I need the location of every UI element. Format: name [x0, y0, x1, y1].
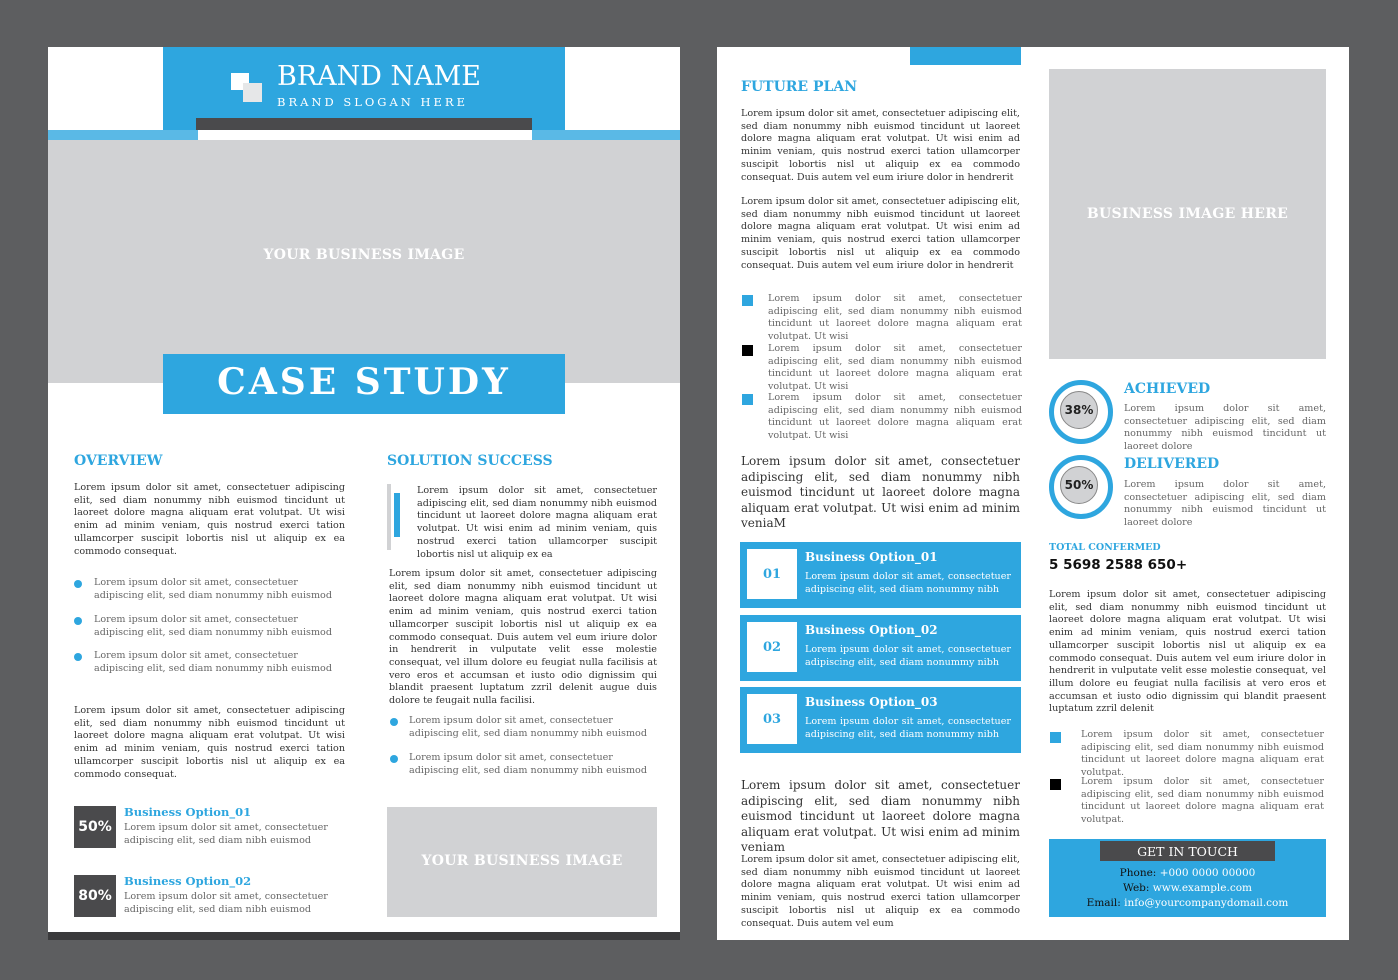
quote-bar — [387, 484, 391, 550]
brand-slogan: BRAND SLOGAN HERE — [277, 95, 468, 109]
right-page — [717, 47, 1349, 940]
lead-paragraph-2: Lorem ipsum dolor sit amet, consectetuer adipiscing elit, sed diam nonummy nibh euismod tincidunt ut laoreet dolore magna aliquam erat volutpat. Ut wisi enim ad minim veniam — [741, 778, 1020, 855]
top-accent-tab — [910, 47, 1021, 65]
contact-heading: GET IN TOUCH — [1137, 844, 1238, 859]
delivered-percent: 50% — [1060, 466, 1098, 504]
business-option-card — [740, 542, 1021, 608]
option-number: 02 — [747, 622, 797, 672]
business-image-placeholder — [1049, 69, 1326, 359]
paragraph-4: Lorem ipsum dolor sit amet, consectetuer adipiscing elit, sed diam nonummy nibh euismod tincidunt ut laoreet dolore magna aliquam erat volutpat. Ut wisi enim ad minim veniam, quis nostrud exerci tation ullamcorper suscipit lobortis nisl ut aliquip ex ea commodo consequat. Duis autem vel eum iriure dolor in hendrerit in vulputate velit esse molestie consequat, vel illum dolore eu feugiat nulla facilisis at vero eros et accumsan et iusto odio dignissim qui blandit praesent luptatum zzril delenit — [1049, 589, 1326, 715]
bullet-square — [742, 394, 753, 405]
web-label: Web: — [1123, 882, 1150, 894]
achieved-progress-ring — [1049, 380, 1113, 444]
bullet-dot — [74, 617, 82, 625]
option-number: 01 — [747, 549, 797, 599]
email-link[interactable]: info@yourcompanydomail.com — [1124, 897, 1289, 909]
option-percent-badge: 80% — [74, 875, 116, 917]
hero-image-label: YOUR BUSINESS IMAGE — [263, 247, 465, 263]
brand-name: BRAND NAME — [277, 61, 482, 92]
delivered-heading: DELIVERED — [1124, 456, 1220, 472]
solution-quote: Lorem ipsum dolor sit amet, consectetuer adipiscing elit, sed diam nonummy nibh euismod tincidunt ut laoreet dolore magna aliquam erat volutpat. Ut wisi enim ad minim veniam, quis nostrud exerci tation ullamcorper suscipit lobortis nisl ut aliquip ex ea — [417, 485, 657, 560]
bullet-square — [742, 295, 753, 306]
solution-image-label: YOUR BUSINESS IMAGE — [421, 853, 623, 869]
bottom-dark-bar — [48, 932, 680, 940]
phone-value[interactable]: +000 0000 00000 — [1159, 867, 1256, 879]
solution-paragraph: Lorem ipsum dolor sit amet, consectetuer adipiscing elit, sed diam nonummy nibh euismod tincidunt ut laoreet dolore magna aliquam erat volutpat. Ut wisi enim ad minim veniam, quis nostrud exerci tation ullamcorper suscipit lobortis nisl ut aliquip ex ea commodo consequat. Duis autem vel eum iriure dolor in hendrerit in vulputate velit esse molestie consequat, vel illum dolore eu feugiat nulla facilisis at vero eros et accumsan et iusto odio dignissim qui blandit praesent luptatum zzril delenit augue duis dolore te feugait nulla facilisi. — [389, 568, 657, 707]
total-value: 5 5698 2588 650+ — [1049, 557, 1188, 573]
hero-image-placeholder — [48, 140, 680, 383]
paragraph-3: Lorem ipsum dolor sit amet, consectetuer adipiscing elit, sed diam nonummy nibh euismod tincidunt ut laoreet dolore magna aliquam erat volutpat. Ut wisi enim ad minim veniam, quis nostrud exerci tation ullamcorper suscipit lobortis nisl ut aliquip ex ea commodo consequat. Duis autem vel eum — [741, 854, 1020, 929]
overview-bullet-1: Lorem ipsum dolor sit amet, consectetuer adipiscing elit, sed diam nonummy nibh euismod — [94, 577, 332, 601]
option-text: Lorem ipsum dolor sit amet, consectetuer adipiscing elit, sed diam nonummy nibh — [805, 644, 1011, 668]
top-accent-strip-left — [48, 130, 198, 140]
future-plan-heading: FUTURE PLAN — [741, 79, 857, 95]
right-bullet-2: Lorem ipsum dolor sit amet, consectetuer adipiscing elit, sed diam nonummy nibh euismod tincidunt ut laoreet dolore magna aliquam erat volutpat. — [1081, 776, 1324, 826]
title-banner — [163, 354, 565, 414]
left-page — [48, 47, 680, 940]
option-title: Business Option_02 — [805, 623, 938, 637]
future-plan-bullet-1: Lorem ipsum dolor sit amet, consectetuer adipiscing elit, sed diam nonummy nibh euismod tincidunt ut laoreet dolore magna aliquam erat volutpat. Ut wisi — [768, 293, 1022, 343]
solution-bullet-1: Lorem ipsum dolor sit amet, consectetuer adipiscing elit, sed diam nonummy nibh euismod — [409, 715, 647, 739]
option-percent-badge: 50% — [74, 806, 116, 848]
business-option-card — [740, 687, 1021, 753]
bullet-square — [1050, 732, 1061, 743]
top-accent-strip-right — [532, 130, 680, 140]
right-bullet-1: Lorem ipsum dolor sit amet, consectetuer adipiscing elit, sed diam nonummy nibh euismod tincidunt ut laoreet dolore magna aliquam erat volutpat. — [1081, 729, 1324, 779]
option-title: Business Option_02 — [124, 874, 252, 888]
solution-image-placeholder — [387, 807, 657, 917]
solution-heading: SOLUTION SUCCESS — [387, 453, 553, 469]
contact-phone-row — [1049, 867, 1326, 879]
page-title: CASE STUDY — [217, 361, 511, 403]
logo-icon — [231, 73, 263, 103]
contact-heading-bar — [1100, 841, 1275, 861]
achieved-percent: 38% — [1060, 391, 1098, 429]
option-title: Business Option_01 — [124, 805, 252, 819]
option-text: Lorem ipsum dolor sit amet, consectetuer adipiscing elit, sed diam nonummy nibh — [805, 571, 1011, 595]
business-option-card — [740, 615, 1021, 681]
bullet-square — [1050, 779, 1061, 790]
future-plan-bullet-3: Lorem ipsum dolor sit amet, consectetuer adipiscing elit, sed diam nonummy nibh euismod tincidunt ut laoreet dolore magna aliquam erat volutpat. Ut wisi — [768, 392, 1022, 442]
option-title: Business Option_03 — [805, 695, 938, 709]
bullet-dot — [74, 653, 82, 661]
achieved-heading: ACHIEVED — [1124, 381, 1211, 397]
bullet-square — [742, 345, 753, 356]
contact-box — [1049, 839, 1326, 917]
bullet-dot — [74, 580, 82, 588]
option-text: Lorem ipsum dolor sit amet, consectetuer adipiscing elit, sed diam nibh euismod — [124, 822, 328, 846]
achieved-text: Lorem ipsum dolor sit amet, consectetuer adipiscing elit, sed diam nonummy nibh euismod tincidunt ut laoreet dolore — [1124, 403, 1326, 453]
future-plan-lead: Lorem ipsum dolor sit amet, consectetuer adipiscing elit, sed diam nonummy nibh euismod tincidunt ut laoreet dolore magna aliquam erat volutpat. Ut wisi enim ad minim veniaM — [741, 454, 1020, 531]
total-label: TOTAL CONFERMED — [1049, 542, 1161, 553]
quote-bar-accent — [394, 493, 400, 537]
overview-heading: OVERVIEW — [74, 453, 163, 469]
overview-paragraph: Lorem ipsum dolor sit amet, consectetuer adipiscing elit, sed diam nonummy nibh euismod tincidunt ut laoreet dolore magna aliquam erat volutpat. Ut wisi enim ad minim veniam, quis nostrud exerci tation ullamcorper suscipit lobortis nisl ut aliquip ex ea commodo consequat. — [74, 482, 345, 557]
header-dark-bar — [196, 118, 532, 130]
option-title: Business Option_01 — [805, 550, 938, 564]
contact-web-row — [1049, 882, 1326, 894]
future-plan-bullet-2: Lorem ipsum dolor sit amet, consectetuer adipiscing elit, sed diam nonummy nibh euismod tincidunt ut laoreet dolore magna aliquam erat volutpat. Ut wisi — [768, 343, 1022, 393]
future-plan-paragraph-2: Lorem ipsum dolor sit amet, consectetuer adipiscing elit, sed diam nonummy nibh euismod tincidunt ut laoreet dolore magna aliquam erat volutpat. Ut wisi enim ad minim veniam, quis nostrud exerci tation ullamcorper suscipit lobortis nisl ut aliquip ex ea commodo consequat. Duis autem vel eum iriure dolor in hendrerit — [741, 196, 1020, 271]
delivered-progress-ring — [1049, 455, 1113, 519]
web-link[interactable]: www.example.com — [1152, 882, 1252, 894]
bullet-dot — [390, 718, 398, 726]
option-number: 03 — [747, 694, 797, 744]
option-text: Lorem ipsum dolor sit amet, consectetuer adipiscing elit, sed diam nonummy nibh — [805, 716, 1011, 740]
solution-bullet-2: Lorem ipsum dolor sit amet, consectetuer adipiscing elit, sed diam nonummy nibh euismod — [409, 752, 647, 776]
phone-label: Phone: — [1119, 867, 1157, 879]
bullet-dot — [390, 755, 398, 763]
overview-bullet-2: Lorem ipsum dolor sit amet, consectetuer adipiscing elit, sed diam nonummy nibh euismod — [94, 614, 332, 638]
delivered-text: Lorem ipsum dolor sit amet, consectetuer adipiscing elit, sed diam nonummy nibh euismod tincidunt ut laoreet dolore — [1124, 479, 1326, 529]
future-plan-paragraph-1: Lorem ipsum dolor sit amet, consectetuer adipiscing elit, sed diam nonummy nibh euismod tincidunt ut laoreet dolore magna aliquam erat volutpat. Ut wisi enim ad minim veniam, quis nostrud exerci tation ullamcorper suscipit lobortis nisl ut aliquip ex ea commodo consequat. Duis autem vel eum iriure dolor in hendrerit — [741, 108, 1020, 183]
option-text: Lorem ipsum dolor sit amet, consectetuer adipiscing elit, sed diam nibh euismod — [124, 891, 328, 915]
contact-email-row — [1049, 897, 1326, 909]
email-label: Email: — [1086, 897, 1121, 909]
business-image-label: BUSINESS IMAGE HERE — [1086, 206, 1289, 222]
overview-paragraph-2: Lorem ipsum dolor sit amet, consectetuer adipiscing elit, sed diam nonummy nibh euismod tincidunt ut laoreet dolore magna aliquam erat volutpat. Ut wisi enim ad minim veniam, quis nostrud exerci tation ullamcorper suscipit lobortis nisl ut aliquip ex ea commodo consequat. — [74, 705, 345, 780]
overview-bullet-3: Lorem ipsum dolor sit amet, consectetuer adipiscing elit, sed diam nonummy nibh euismod — [94, 650, 332, 674]
